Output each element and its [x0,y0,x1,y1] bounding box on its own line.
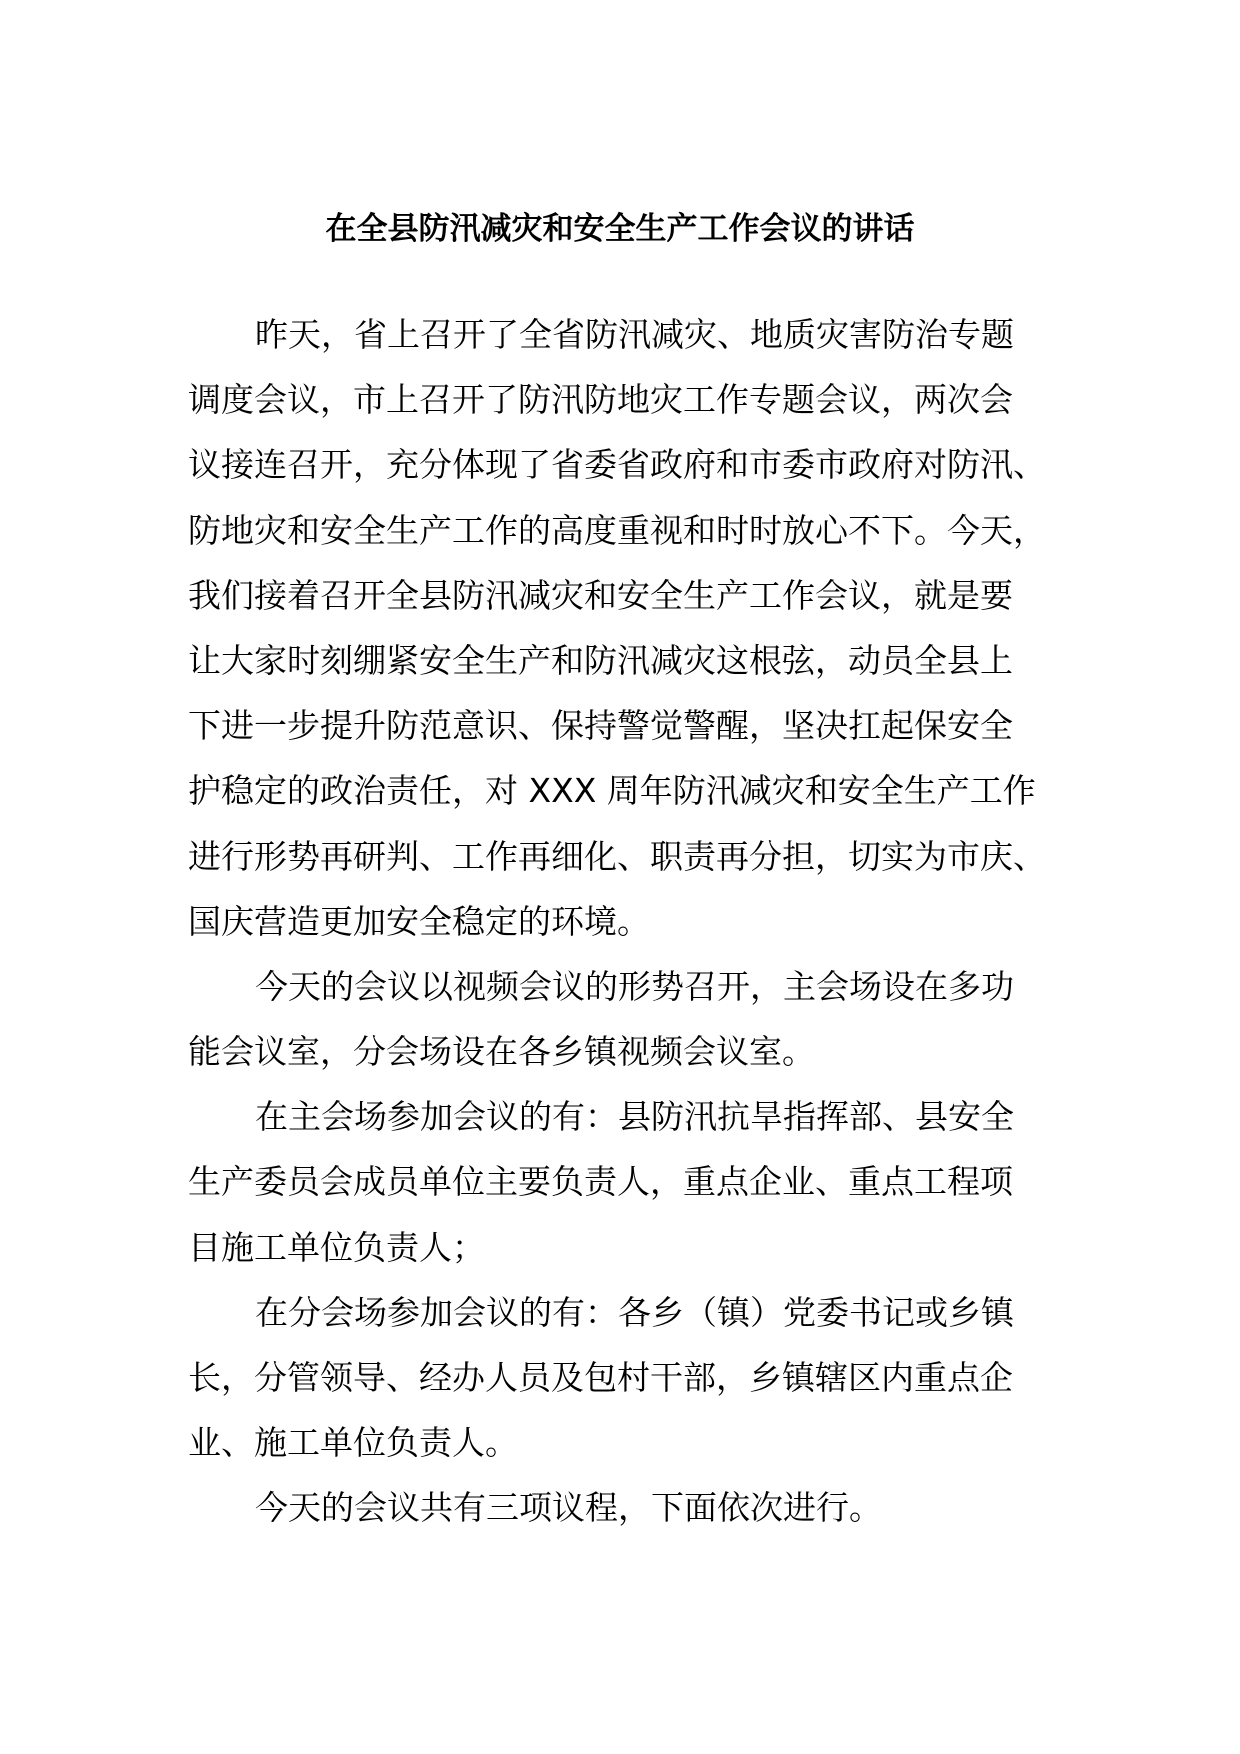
document-body [188,302,1060,1541]
paragraph-line: 调度会议，市上召开了防汛防地灾工作专题会议，两次会 [188,380,1013,420]
paragraph-line: 防地灾和安全生产工作的高度重视和时时放心不下。今天， [188,510,1046,550]
paragraph-line: 我们接着召开全县防汛减灾和安全生产工作会议，就是要 [188,575,1013,615]
paragraph-line: 今天的会议共有三项议程，下面依次进行。 [255,1488,882,1528]
paragraph-line: 护稳定的政治责任，对 XXX 周年防汛减灾和安全生产工作 [188,771,1036,811]
paragraph-1 [188,302,1060,954]
paragraph-line: 让大家时刻绷紧安全生产和防汛减灾这根弦，动员全县上 [188,640,1013,680]
paragraph-line: 目施工单位负责人； [188,1227,485,1267]
paragraph-line: 能会议室，分会场设在各乡镇视频会议室。 [188,1032,815,1072]
paragraph-line: 下进一步提升防范意识、保持警觉警醒，坚决扛起保安全 [188,706,1013,746]
paragraph-line: 在主会场参加会议的有：县防汛抗旱指挥部、县安全 [255,1097,1014,1137]
paragraph-line: 议接连召开，充分体现了省委省政府和市委市政府对防汛、 [188,445,1046,485]
paragraph-line: 在分会场参加会议的有：各乡（镇）党委书记或乡镇 [255,1292,1014,1332]
paragraph-2 [188,954,1060,1084]
paragraph-4 [188,1280,1060,1476]
document-title: 在全县防汛减灾和安全生产工作会议的讲话 [325,211,915,247]
paragraph-line: 业、施工单位负责人。 [188,1423,518,1463]
paragraph-line: 昨天，省上召开了全省防汛减灾、地质灾害防治专题 [255,315,1014,354]
paragraph-line: 长，分管领导、经办人员及包村干部，乡镇辖区内重点企 [188,1358,1013,1397]
paragraph-5 [188,1475,1060,1540]
paragraph-line: 今天的会议以视频会议的形势召开，主会场设在多功 [255,966,1014,1006]
paragraph-line: 生产委员会成员单位主要负责人，重点企业、重点工程项 [188,1162,1013,1202]
paragraph-3 [188,1084,1060,1280]
paragraph-line: 国庆营造更加安全稳定的环境。 [188,901,650,941]
paragraph-line: 进行形势再研判、工作再细化、职责再分担，切实为市庆、 [188,836,1046,876]
